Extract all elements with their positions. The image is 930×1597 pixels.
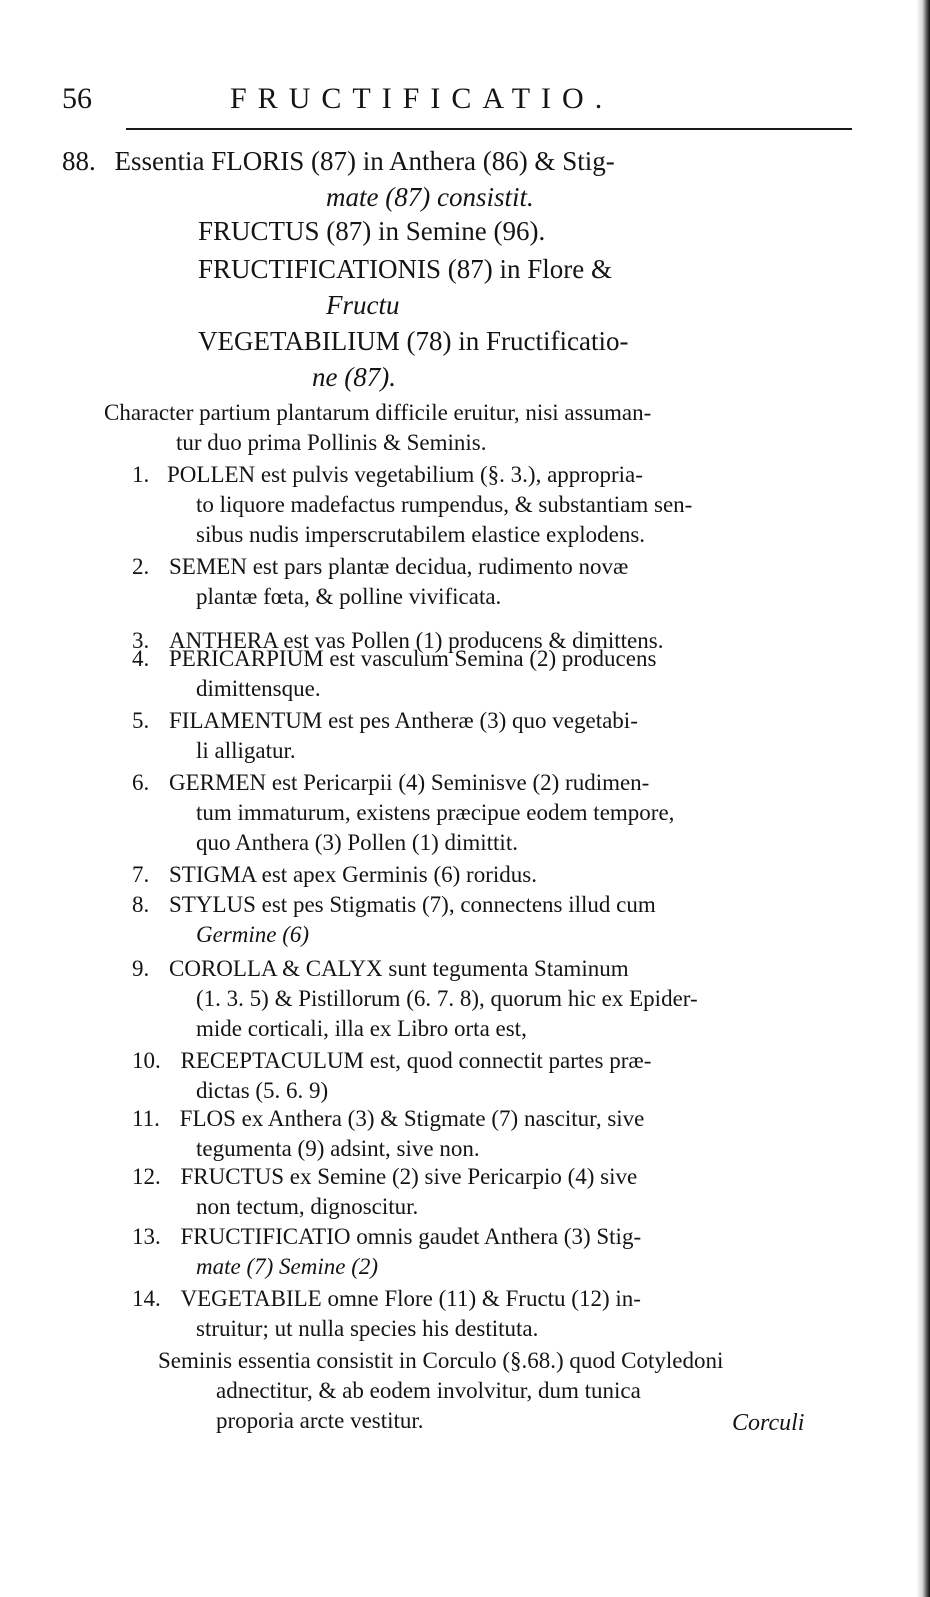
item-7	[132, 860, 537, 890]
closing-line-1: Seminis essentia consistit in Corculo (§.68.) quod Cotyledoni	[158, 1348, 724, 1373]
para-88-line-1	[62, 146, 615, 176]
para-88-text-1: Essentia FLORIS (87) in Anthera (86) & Stig-	[114, 146, 615, 176]
closing-line-2: adnectitur, & ab eodem involvitur, dum tunica	[216, 1378, 641, 1403]
item-2	[132, 552, 628, 582]
item-number: 7.	[132, 862, 150, 887]
item-9-line-3: mide corticali, illa ex Libro orta est,	[196, 1016, 527, 1041]
item-number: 4.	[132, 646, 150, 671]
item-text: PERICARPIUM est vasculum Semina (2) producens	[169, 646, 657, 671]
item-number: 1.	[132, 462, 150, 487]
item-4	[132, 644, 656, 674]
item-text: RECEPTACULUM est, quod connectit partes præ-	[180, 1048, 652, 1073]
item-1-line-2: to liquore madefactus rumpendus, & substantiam sen-	[196, 492, 693, 517]
item-text: POLLEN est pulvis vegetabilium (§. 3.), appropria-	[167, 462, 643, 487]
item-number: 14.	[132, 1286, 161, 1311]
item-9-line-2: (1. 3. 5) & Pistillorum (6. 7. 8), quorum hic ex Epider-	[196, 986, 698, 1011]
item-13	[132, 1222, 641, 1252]
item-text: VEGETABILE omne Flore (11) & Fructu (12) in-	[180, 1286, 641, 1311]
item-number: 10.	[132, 1048, 161, 1073]
para-88-line-5: Fructu	[326, 290, 400, 320]
header-rule	[126, 128, 852, 130]
item-number: 6.	[132, 770, 150, 795]
item-6	[132, 768, 649, 798]
item-2-line-2: plantæ fœta, & polline vivificata.	[196, 584, 502, 609]
page-edge-shadow	[916, 0, 930, 1597]
item-5	[132, 706, 638, 736]
item-12	[132, 1162, 637, 1192]
item-number: 8.	[132, 892, 150, 917]
intro-line-1: Character partium plantarum difficile eruitur, nisi assuman-	[104, 400, 652, 425]
item-text: ANTHERA est vas Pollen (1) producens & dimittens.	[169, 628, 664, 653]
item-number: 5.	[132, 708, 150, 733]
closing-line-3: proporia arcte vestitur.	[216, 1408, 424, 1433]
para-88-line-7: ne (87).	[312, 362, 396, 392]
item-number: 2.	[132, 554, 150, 579]
item-1-line-3: sibus nudis imperscrutabilem elastice explodens.	[196, 522, 646, 547]
item-text: COROLLA & CALYX sunt tegumenta Staminum	[169, 956, 629, 981]
item-text: FRUCTIFICATIO omnis gaudet Anthera (3) Stig-	[180, 1224, 642, 1249]
para-88-line-4: FRUCTIFICATIONIS (87) in Flore &	[198, 254, 613, 284]
item-1	[132, 460, 643, 490]
para-88-line-3: FRUCTUS (87) in Semine (96).	[198, 216, 546, 246]
item-number: 12.	[132, 1164, 161, 1189]
item-text: FLOS ex Anthera (3) & Stigmate (7) nascitur, sive	[179, 1106, 645, 1131]
item-6-line-3: quo Anthera (3) Pollen (1) dimittit.	[196, 830, 518, 855]
catchword: Corculi	[732, 1410, 805, 1436]
page-number: 56	[62, 82, 92, 115]
item-14-line-2: struitur; ut nulla species his destituta.	[196, 1316, 539, 1341]
item-text: FRUCTUS ex Semine (2) sive Pericarpio (4) sive	[180, 1164, 638, 1189]
page-header	[62, 82, 872, 122]
item-9	[132, 954, 629, 984]
para-88-line-6: VEGETABILIUM (78) in Fructificatio-	[198, 326, 629, 356]
item-text: STYLUS est pes Stigmatis (7), connectens illud cum	[169, 892, 656, 917]
running-title: FRUCTIFICATIO.	[230, 82, 614, 115]
para-88-line-2: mate (87) consistit.	[326, 182, 534, 212]
item-number: 3.	[132, 628, 150, 653]
item-text: SEMEN est pars plantæ decidua, rudimento novæ	[169, 554, 629, 579]
item-text: FILAMENTUM est pes Antheræ (3) quo vegetabi-	[169, 708, 638, 733]
item-8	[132, 890, 656, 920]
item-11	[132, 1104, 644, 1134]
item-6-line-2: tum immaturum, existens præcipue eodem tempore,	[196, 800, 675, 825]
item-8-line-2: Germine (6)	[196, 922, 310, 947]
item-text: GERMEN est Pericarpii (4) Seminisve (2) rudimen-	[169, 770, 650, 795]
item-12-line-2: non tectum, dignoscitur.	[196, 1194, 419, 1219]
item-number: 9.	[132, 956, 150, 981]
intro-line-2: tur duo prima Pollinis & Seminis.	[176, 430, 487, 455]
item-10	[132, 1046, 651, 1076]
item-5-line-2: li alligatur.	[196, 738, 296, 763]
item-11-line-2: tegumenta (9) adsint, sive non.	[196, 1136, 480, 1161]
item-14	[132, 1284, 641, 1314]
item-text: STIGMA est apex Germinis (6) roridus.	[169, 862, 537, 887]
item-4-line-2: dimittensque.	[196, 676, 321, 701]
para-88-number: 88.	[62, 146, 96, 176]
item-number: 11.	[132, 1106, 160, 1131]
item-13-line-2: mate (7) Semine (2)	[196, 1254, 379, 1279]
item-number: 13.	[132, 1224, 161, 1249]
item-10-line-2: dictas (5. 6. 9)	[196, 1078, 329, 1103]
